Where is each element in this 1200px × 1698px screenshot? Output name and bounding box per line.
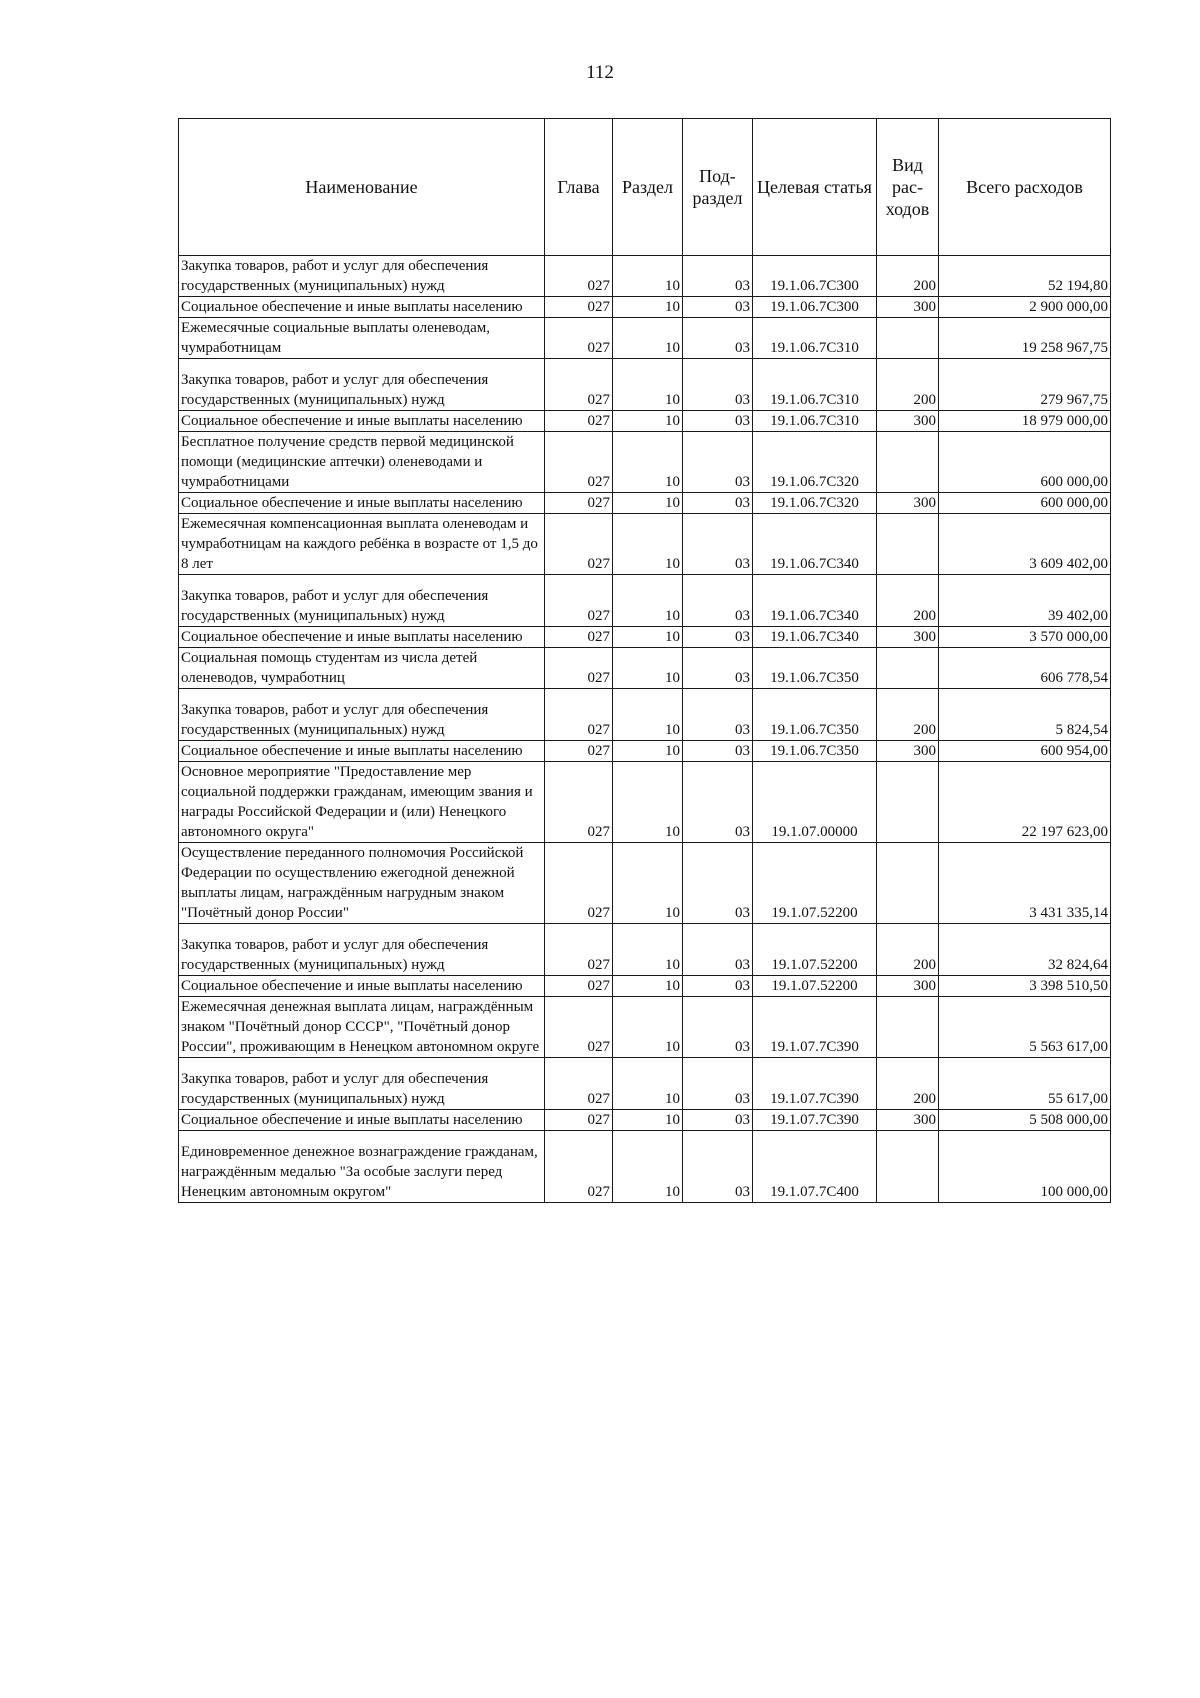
table-row — [179, 700, 1111, 741]
row-total: 52 194,80 — [939, 256, 1111, 297]
row-expense-type: 300 — [877, 741, 939, 762]
row-chapter: 027 — [545, 432, 613, 493]
row-subsection: 03 — [683, 935, 753, 976]
row-section: 10 — [613, 318, 683, 359]
row-target: 19.1.06.7С340 — [753, 514, 877, 575]
row-section: 10 — [613, 843, 683, 924]
row-total: 2 900 000,00 — [939, 297, 1111, 318]
row-total: 55 617,00 — [939, 1069, 1111, 1110]
row-section: 10 — [613, 370, 683, 411]
row-chapter: 027 — [545, 1142, 613, 1203]
row-name: Социальное обеспечение и иные выплаты населению — [179, 627, 545, 648]
row-total: 600 000,00 — [939, 432, 1111, 493]
row-expense-type: 200 — [877, 700, 939, 741]
row-target: 19.1.06.7С310 — [753, 411, 877, 432]
row-target: 19.1.06.7С310 — [753, 370, 877, 411]
table-row — [179, 997, 1111, 1058]
row-subsection: 03 — [683, 1069, 753, 1110]
row-expense-type: 200 — [877, 256, 939, 297]
row-subsection: 03 — [683, 586, 753, 627]
row-section: 10 — [613, 1069, 683, 1110]
table-row — [179, 1069, 1111, 1110]
row-target: 19.1.06.7С300 — [753, 256, 877, 297]
header-chapter: Глава — [545, 119, 613, 256]
table-row — [179, 762, 1111, 843]
row-chapter: 027 — [545, 741, 613, 762]
row-total: 600 954,00 — [939, 741, 1111, 762]
table-row — [179, 318, 1111, 359]
table-row — [179, 411, 1111, 432]
table-row — [179, 493, 1111, 514]
row-subsection: 03 — [683, 318, 753, 359]
table-row — [179, 648, 1111, 689]
row-subsection: 03 — [683, 976, 753, 997]
table-row — [179, 1110, 1111, 1131]
row-chapter: 027 — [545, 514, 613, 575]
row-expense-type — [877, 648, 939, 689]
row-total: 5 563 617,00 — [939, 997, 1111, 1058]
row-target: 19.1.06.7С320 — [753, 432, 877, 493]
row-subsection: 03 — [683, 411, 753, 432]
row-name: Единовременное денежное вознаграждение гражданам, награждённым медалью "За особые заслуги перед Ненецким автономным округом" — [179, 1142, 545, 1203]
table-row — [179, 432, 1111, 493]
row-target: 19.1.06.7С300 — [753, 297, 877, 318]
row-name: Закупка товаров, работ и услуг для обеспечения государственных (муниципальных) нужд — [179, 1069, 545, 1110]
row-section: 10 — [613, 976, 683, 997]
row-subsection: 03 — [683, 493, 753, 514]
row-target: 19.1.07.7С390 — [753, 1069, 877, 1110]
table-row — [179, 976, 1111, 997]
row-chapter: 027 — [545, 976, 613, 997]
row-chapter: 027 — [545, 256, 613, 297]
row-expense-type: 300 — [877, 976, 939, 997]
row-subsection: 03 — [683, 741, 753, 762]
row-name: Социальное обеспечение и иные выплаты населению — [179, 493, 545, 514]
row-subsection: 03 — [683, 1110, 753, 1131]
row-subsection: 03 — [683, 648, 753, 689]
row-name: Основное мероприятие "Предоставление мер социальной поддержки гражданам, имеющим звания и награды Российской Федерации и (или) Ненецкого автономного округа" — [179, 762, 545, 843]
row-total: 3 570 000,00 — [939, 627, 1111, 648]
row-total: 19 258 967,75 — [939, 318, 1111, 359]
row-section: 10 — [613, 762, 683, 843]
row-target: 19.1.06.7С340 — [753, 586, 877, 627]
row-section: 10 — [613, 741, 683, 762]
row-expense-type: 200 — [877, 935, 939, 976]
table-spacer-row — [179, 575, 1111, 587]
row-chapter: 027 — [545, 935, 613, 976]
row-target: 19.1.07.52200 — [753, 935, 877, 976]
row-section: 10 — [613, 700, 683, 741]
row-name: Закупка товаров, работ и услуг для обеспечения государственных (муниципальных) нужд — [179, 370, 545, 411]
row-chapter: 027 — [545, 648, 613, 689]
row-target: 19.1.06.7С310 — [753, 318, 877, 359]
row-target: 19.1.06.7С320 — [753, 493, 877, 514]
row-subsection: 03 — [683, 700, 753, 741]
row-chapter: 027 — [545, 762, 613, 843]
table-row — [179, 935, 1111, 976]
row-expense-type: 300 — [877, 627, 939, 648]
table-spacer-row — [179, 359, 1111, 371]
row-section: 10 — [613, 297, 683, 318]
row-target: 19.1.07.7С390 — [753, 997, 877, 1058]
row-expense-type — [877, 432, 939, 493]
row-section: 10 — [613, 514, 683, 575]
table-row — [179, 297, 1111, 318]
row-chapter: 027 — [545, 627, 613, 648]
row-name: Социальная помощь студентам из числа детей оленеводов, чумработниц — [179, 648, 545, 689]
table-spacer-row — [179, 924, 1111, 936]
table-row — [179, 1142, 1111, 1203]
row-name: Социальное обеспечение и иные выплаты населению — [179, 741, 545, 762]
row-section: 10 — [613, 1142, 683, 1203]
row-expense-type — [877, 843, 939, 924]
row-target: 19.1.06.7С350 — [753, 741, 877, 762]
header-expense-type: Вид рас-ходов — [877, 119, 939, 256]
row-total: 100 000,00 — [939, 1142, 1111, 1203]
row-target: 19.1.07.7С390 — [753, 1110, 877, 1131]
row-name: Ежемесячная компенсационная выплата оленеводам и чумработницам на каждого ребёнка в возрасте от 1,5 до 8 лет — [179, 514, 545, 575]
row-total: 5 508 000,00 — [939, 1110, 1111, 1131]
row-expense-type — [877, 762, 939, 843]
header-name: Наименование — [179, 119, 545, 256]
row-target: 19.1.07.7С400 — [753, 1142, 877, 1203]
header-subsection: Под-раздел — [683, 119, 753, 256]
row-name: Бесплатное получение средств первой медицинской помощи (медицинские аптечки) оленеводами и чумработницами — [179, 432, 545, 493]
row-section: 10 — [613, 627, 683, 648]
row-total: 600 000,00 — [939, 493, 1111, 514]
row-total: 18 979 000,00 — [939, 411, 1111, 432]
row-total: 3 398 510,50 — [939, 976, 1111, 997]
table-spacer-row — [179, 689, 1111, 701]
row-subsection: 03 — [683, 256, 753, 297]
row-total: 32 824,64 — [939, 935, 1111, 976]
row-expense-type — [877, 514, 939, 575]
table-row — [179, 586, 1111, 627]
row-name: Социальное обеспечение и иные выплаты населению — [179, 297, 545, 318]
row-total: 3 431 335,14 — [939, 843, 1111, 924]
row-subsection: 03 — [683, 762, 753, 843]
row-section: 10 — [613, 586, 683, 627]
row-subsection: 03 — [683, 432, 753, 493]
row-name: Социальное обеспечение и иные выплаты населению — [179, 976, 545, 997]
row-section: 10 — [613, 432, 683, 493]
row-name: Социальное обеспечение и иные выплаты населению — [179, 411, 545, 432]
row-expense-type: 200 — [877, 1069, 939, 1110]
table-row — [179, 843, 1111, 924]
row-chapter: 027 — [545, 370, 613, 411]
table-header-row — [179, 119, 1111, 256]
row-name: Закупка товаров, работ и услуг для обеспечения государственных (муниципальных) нужд — [179, 700, 545, 741]
page-number: 112 — [586, 62, 614, 83]
row-section: 10 — [613, 256, 683, 297]
row-expense-type — [877, 318, 939, 359]
row-chapter: 027 — [545, 493, 613, 514]
row-target: 19.1.07.52200 — [753, 976, 877, 997]
row-chapter: 027 — [545, 586, 613, 627]
row-target: 19.1.06.7С340 — [753, 627, 877, 648]
row-name: Закупка товаров, работ и услуг для обеспечения государственных (муниципальных) нужд — [179, 586, 545, 627]
row-name: Социальное обеспечение и иные выплаты населению — [179, 1110, 545, 1131]
row-total: 3 609 402,00 — [939, 514, 1111, 575]
row-subsection: 03 — [683, 1142, 753, 1203]
row-target: 19.1.07.52200 — [753, 843, 877, 924]
row-name: Ежемесячная денежная выплата лицам, награждённым знаком "Почётный донор СССР", "Почётный донор России", проживающим в Ненецком автономном округе — [179, 997, 545, 1058]
row-chapter: 027 — [545, 997, 613, 1058]
table-row — [179, 256, 1111, 297]
row-total: 279 967,75 — [939, 370, 1111, 411]
row-chapter: 027 — [545, 318, 613, 359]
row-subsection: 03 — [683, 297, 753, 318]
table-row — [179, 514, 1111, 575]
row-target: 19.1.06.7С350 — [753, 648, 877, 689]
row-expense-type — [877, 997, 939, 1058]
row-expense-type: 300 — [877, 1110, 939, 1131]
row-expense-type: 300 — [877, 411, 939, 432]
row-chapter: 027 — [545, 1069, 613, 1110]
row-chapter: 027 — [545, 297, 613, 318]
budget-table — [178, 118, 1111, 1203]
row-chapter: 027 — [545, 1110, 613, 1131]
row-subsection: 03 — [683, 997, 753, 1058]
row-target: 19.1.06.7С350 — [753, 700, 877, 741]
row-section: 10 — [613, 1110, 683, 1131]
row-total: 22 197 623,00 — [939, 762, 1111, 843]
row-section: 10 — [613, 493, 683, 514]
row-chapter: 027 — [545, 843, 613, 924]
table-row — [179, 627, 1111, 648]
row-expense-type: 200 — [877, 586, 939, 627]
row-name: Ежемесячные социальные выплаты оленеводам, чумработницам — [179, 318, 545, 359]
row-expense-type: 200 — [877, 370, 939, 411]
table-row — [179, 741, 1111, 762]
row-target: 19.1.07.00000 — [753, 762, 877, 843]
row-expense-type: 300 — [877, 297, 939, 318]
row-expense-type: 300 — [877, 493, 939, 514]
header-section: Раздел — [613, 119, 683, 256]
row-chapter: 027 — [545, 411, 613, 432]
row-section: 10 — [613, 997, 683, 1058]
row-total: 5 824,54 — [939, 700, 1111, 741]
row-section: 10 — [613, 935, 683, 976]
row-total: 39 402,00 — [939, 586, 1111, 627]
row-subsection: 03 — [683, 843, 753, 924]
row-subsection: 03 — [683, 370, 753, 411]
header-total: Всего расходов — [939, 119, 1111, 256]
row-subsection: 03 — [683, 627, 753, 648]
row-chapter: 027 — [545, 700, 613, 741]
table-spacer-row — [179, 1131, 1111, 1143]
header-target: Целевая статья — [753, 119, 877, 256]
row-total: 606 778,54 — [939, 648, 1111, 689]
row-name: Закупка товаров, работ и услуг для обеспечения государственных (муниципальных) нужд — [179, 256, 545, 297]
row-section: 10 — [613, 648, 683, 689]
row-expense-type — [877, 1142, 939, 1203]
row-subsection: 03 — [683, 514, 753, 575]
table-row — [179, 370, 1111, 411]
row-name: Осуществление переданного полномочия Российской Федерации по осуществлению ежегодной денежной выплаты лицам, награждённым нагрудным знаком "Почётный донор России" — [179, 843, 545, 924]
row-name: Закупка товаров, работ и услуг для обеспечения государственных (муниципальных) нужд — [179, 935, 545, 976]
row-section: 10 — [613, 411, 683, 432]
table-spacer-row — [179, 1058, 1111, 1070]
